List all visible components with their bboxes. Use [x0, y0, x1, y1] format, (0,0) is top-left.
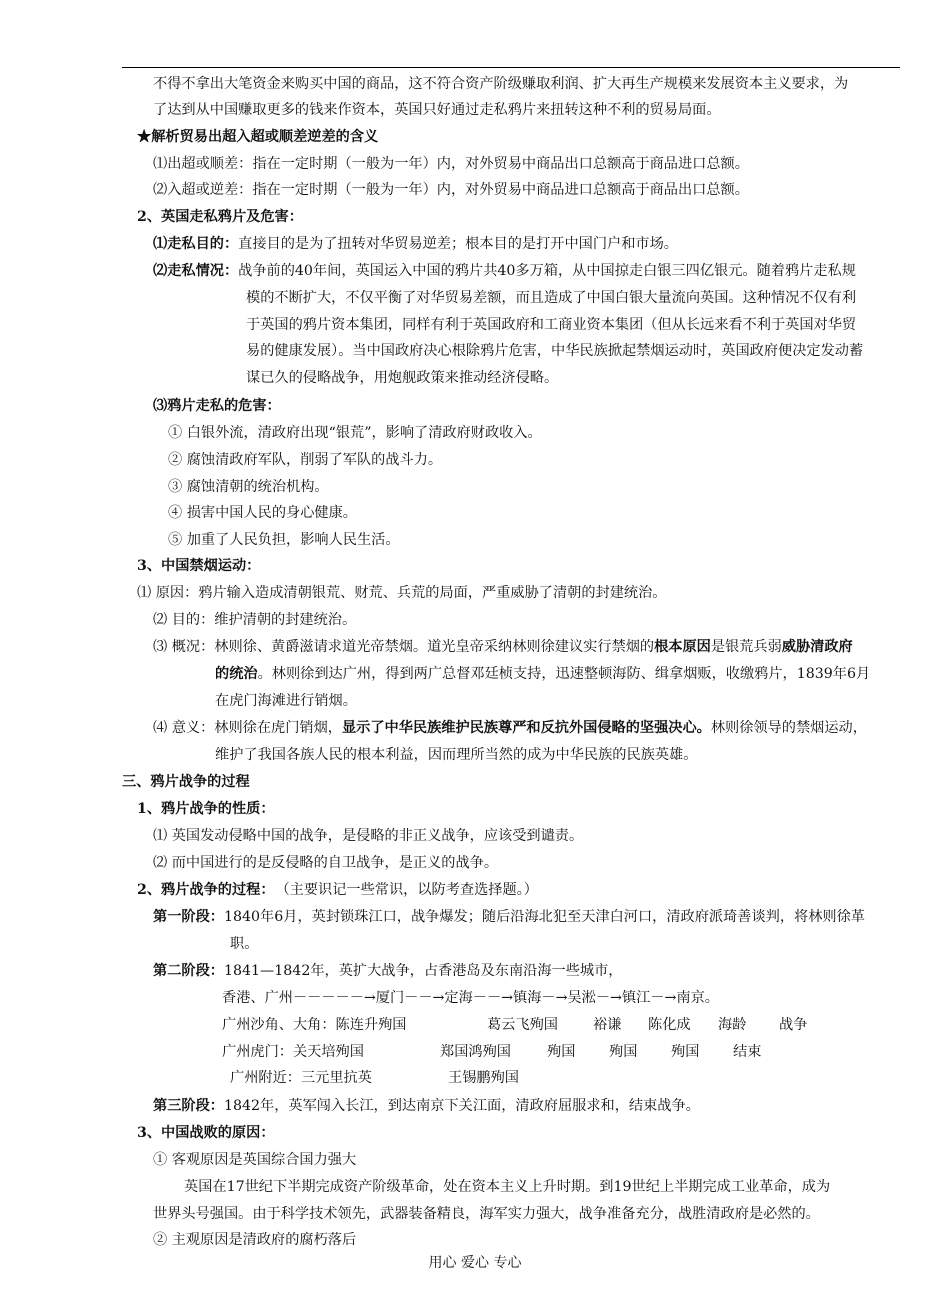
- header-rule: [122, 67, 900, 68]
- table-cell: 结束: [733, 1044, 762, 1060]
- text-run: ⑷ 意义：林则徐在虎门销烟，: [153, 720, 342, 736]
- text-line: [153, 262, 856, 280]
- text-line: 了达到从中国赚取更多的钱来作资本，英国只好通过走私鸦片来扭转这种不利的贸易局面。: [153, 102, 721, 118]
- table-cell: 广州虎门：关天培殉国: [222, 1044, 364, 1060]
- text-line: [153, 962, 622, 980]
- item-label: ⑵走私情况：: [153, 263, 239, 279]
- table-cell: 郑国鸿殉国: [440, 1044, 511, 1060]
- item-text: 直接目的是为了扭转对华贸易逆差；根本目的是打开中国门户和市场。: [238, 236, 678, 252]
- route-line: 香港、广州－－－－－→厦门－－→定海－－→镇海－→吴淞－→镇江－→南京。: [222, 990, 719, 1006]
- text-line: 谋已久的侵略战争，用炮舰政策来推动经济侵略。: [246, 370, 559, 386]
- text-line: 于英国的鸦片资本集团，同样有利于英国政府和工商业资本集团（但从长远来看不利于英国对华贸: [246, 317, 857, 333]
- section-heading: ★解析贸易出超入超或顺差逆差的含义: [137, 129, 379, 145]
- stage-text: 1842年，英军闯入长江，到达南京下关江面，清政府屈服求和，结束战争。: [223, 1098, 700, 1114]
- text-line: 易的健康发展）。当中国政府决心根除鸦片危害，中华民族掀起禁烟运动时，英国政府便决定发动蓄: [246, 343, 864, 359]
- table-cell: 战争: [779, 1017, 808, 1033]
- note: （主要识记一些常识，以防考查选择题。）: [282, 882, 538, 898]
- chapter-heading: 三、鸦片战争的过程: [122, 774, 250, 790]
- text-line: [153, 908, 865, 926]
- item-label: ⑶鸦片走私的危害：: [153, 398, 281, 414]
- text-line: [153, 638, 853, 656]
- table-cell: 广州沙角、大角：陈连升殉国: [222, 1017, 407, 1033]
- page-footer: 用心 爱心 专心: [428, 1255, 522, 1271]
- text-line: 在虎门海滩进行销烟。: [215, 693, 357, 709]
- emphasis: 威胁清政府: [781, 639, 853, 655]
- text-line: 世界头号强国。由于科学技术领先，武器装备精良，海军实力强大，战争准备充分，战胜清政府是必然的。: [153, 1206, 820, 1222]
- stage-text: 1841—1842年，英扩大战争，占香港岛及东南沿海一些城市，: [223, 963, 623, 979]
- text-line: 模的不断扩大，不仅平衡了对华贸易差额，而且造成了中国白银大量流向英国。这种情况不仅有利: [246, 290, 857, 306]
- text-run: 是银荒兵弱: [710, 639, 782, 655]
- text-line: [153, 719, 867, 737]
- section-heading: 2、英国走私鸦片及危害：: [137, 209, 303, 225]
- table-cell: 广州附近：三元里抗英: [230, 1070, 372, 1086]
- list-item: ④ 损害中国人民的身心健康。: [168, 505, 357, 521]
- table-cell: 殉国: [547, 1044, 576, 1060]
- text-line: ⑵ 目的：维护清朝的封建统治。: [153, 612, 357, 628]
- stage-label: 第一阶段：: [153, 909, 224, 925]
- emphasis: 根本原因: [654, 639, 711, 655]
- emphasis: 的统治: [215, 666, 258, 682]
- text-line: ⑴出超或顺差：指在一定时期（一般为一年）内，对外贸易中商品出口总额高于商品进口总额。: [153, 156, 749, 172]
- table-cell: 陈化成: [648, 1017, 691, 1033]
- text-line: ⑴ 原因：鸦片输入造成清朝银荒、财荒、兵荒的局面，严重威胁了清朝的封建统治。: [137, 585, 667, 601]
- item-label: ⑴走私目的：: [153, 236, 239, 252]
- text-run: 。林则徐到达广州，得到两广总督邓廷桢支持，迅速整顿海防、缉拿烟贩，收缴鸦片，1839年6月: [257, 666, 871, 682]
- text-line: [153, 235, 678, 253]
- item-text: 战争前的40年间，英国运入中国的鸦片共40多万箱，从中国掠走白银三四亿银元。随着鸦片走私规: [238, 263, 856, 279]
- text-line: ⑴ 英国发动侵略中国的战争，是侵略的非正义战争，应该受到谴责。: [153, 828, 584, 844]
- list-item: ③ 腐蚀清朝的统治机构。: [168, 479, 329, 495]
- table-cell: 海龄: [718, 1017, 747, 1033]
- stage-label: 第二阶段：: [153, 963, 224, 979]
- text-line: 维护了我国各族人民的根本利益，因而理所当然的成为中华民族的民族英雄。: [215, 747, 698, 763]
- text-line: ① 客观原因是英国综合国力强大: [153, 1152, 357, 1168]
- emphasis: 显示了中华民族维护民族尊严和反抗外国侵略的坚强决心。: [341, 720, 711, 736]
- text-run: ⑶ 概况：林则徐、黄爵滋请求道光帝禁烟。道光皇帝采纳林则徐建议实行禁烟的: [153, 639, 655, 655]
- list-item: ⑤ 加重了人民负担，影响人民生活。: [168, 532, 400, 548]
- table-cell: 裕谦: [593, 1017, 622, 1033]
- text-line: ⑵ 而中国进行的是反侵略的自卫战争，是正义的战争。: [153, 855, 499, 871]
- text-line: [153, 1097, 700, 1115]
- table-cell: 殉国: [671, 1044, 700, 1060]
- section-heading: 3、中国禁烟运动：: [137, 558, 261, 574]
- text-run: 林则徐领导的禁烟运动，: [710, 720, 867, 736]
- table-cell: 殉国: [609, 1044, 638, 1060]
- section-heading: 1、鸦片战争的性质：: [137, 801, 275, 817]
- stage-text: 1840年6月，英封锁珠江口，战争爆发；随后沿海北犯至天津白河口，清政府派琦善谈判，将林则徐革: [223, 909, 865, 925]
- text-line: ⑵入超或逆差：指在一定时期（一般为一年）内，对外贸易中商品进口总额高于商品出口总额。: [153, 182, 749, 198]
- text-line: 英国在17世纪下半期完成资产阶级革命，处在资本主义上升时期。到19世纪上半期完成工业革命，成为: [184, 1179, 831, 1195]
- text-line: [137, 881, 538, 899]
- text-line: [215, 665, 870, 683]
- list-item: ② 腐蚀清政府军队，削弱了军队的战斗力。: [168, 452, 443, 468]
- table-cell: 葛云飞殉国: [487, 1017, 558, 1033]
- stage-label: 第三阶段：: [153, 1098, 224, 1114]
- text-line: ② 主观原因是清政府的腐朽落后: [153, 1232, 357, 1248]
- list-item: ① 白银外流，清政府出现“银荒”，影响了清政府财政收入。: [168, 425, 542, 441]
- section-heading: 2、鸦片战争的过程：: [137, 882, 275, 898]
- text-line: 职。: [230, 936, 259, 952]
- table-cell: 王锡鹏殉国: [448, 1070, 519, 1086]
- text-line: 不得不拿出大笔资金来购买中国的商品，这不符合资产阶级赚取利润、扩大再生产规模来发展资本主义要求，为: [153, 76, 849, 92]
- section-heading: 3、中国战败的原因：: [137, 1125, 275, 1141]
